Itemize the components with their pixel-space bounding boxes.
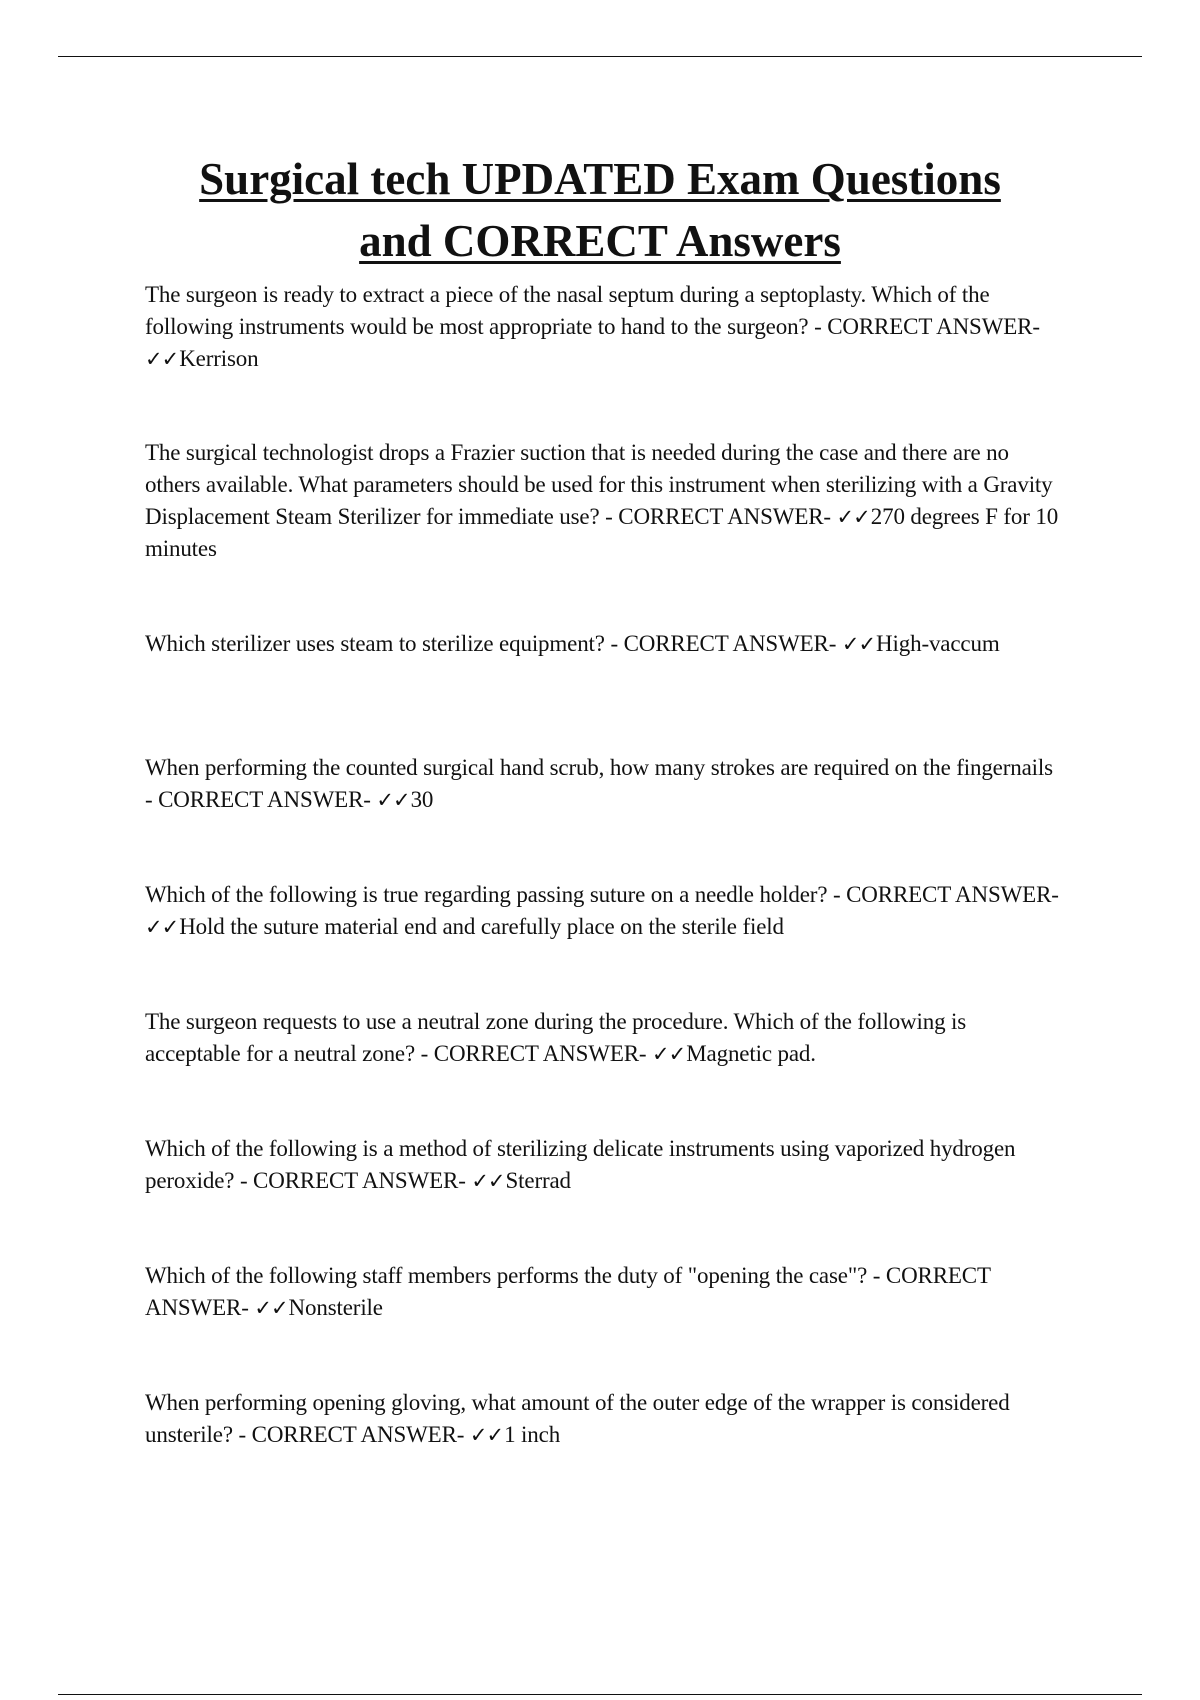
- double-check-icon: ✓✓: [145, 347, 179, 371]
- answer-marker: - CORRECT ANSWER-: [420, 1041, 647, 1066]
- question-text: The surgeon requests to use a neutral zone during the procedure. Which of the following is acceptable for a neutral zone?: [145, 1009, 967, 1066]
- question-text: Which of the following is true regarding passing suture on a needle holder?: [145, 882, 828, 907]
- answer-marker: - CORRECT ANSWER-: [238, 1422, 465, 1447]
- qa-item-2: [145, 437, 1065, 565]
- double-check-icon: ✓✓: [836, 505, 870, 529]
- answer-marker: - CORRECT ANSWER-: [145, 1263, 991, 1320]
- title-line-1: Surgical tech UPDATED Exam Questions: [199, 154, 1001, 204]
- double-check-icon: ✓✓: [652, 1042, 686, 1066]
- double-check-icon: ✓✓: [145, 915, 179, 939]
- answer-marker: - CORRECT ANSWER-: [610, 631, 837, 656]
- question-text: When performing the counted surgical hand scrub, how many strokes are required on the fingernails: [145, 755, 1053, 780]
- question-text: Which sterilizer uses steam to sterilize equipment?: [145, 631, 605, 656]
- qa-item-5: [145, 879, 1065, 943]
- question-text: The surgeon is ready to extract a piece of the nasal septum during a septoplasty. Which of the following instruments would be most appropriate to hand to the surgeon?: [145, 282, 990, 339]
- answer-marker: - CORRECT ANSWER-: [145, 787, 371, 812]
- answer-text: 270 degrees F for 10 minutes: [145, 504, 1059, 561]
- answer-text: 1 inch: [504, 1422, 561, 1447]
- double-check-icon: ✓✓: [471, 1169, 505, 1193]
- answer-text: Kerrison: [179, 346, 259, 371]
- answer-text: High-vaccum: [876, 631, 1000, 656]
- question-text: The surgical technologist drops a Frazier suction that is needed during the case and there are no others available. What parameters should be used for this instrument when sterilizing with a Gravity Displacement Steam Sterilizer for immediate use?: [145, 440, 1053, 529]
- answer-marker: - CORRECT ANSWER-: [814, 314, 1040, 339]
- question-text: Which of the following staff members performs the duty of "opening the case"?: [145, 1263, 868, 1288]
- answer-text: 30: [410, 787, 434, 812]
- top-rule: [58, 56, 1142, 57]
- qa-item-6: [145, 1006, 1065, 1070]
- answer-text: Nonsterile: [288, 1295, 383, 1320]
- qa-item-3: [145, 628, 1065, 660]
- double-check-icon: ✓✓: [469, 1423, 504, 1447]
- qa-item-9: [145, 1387, 1065, 1451]
- double-check-icon: ✓✓: [254, 1296, 288, 1320]
- answer-marker: - CORRECT ANSWER-: [239, 1168, 466, 1193]
- double-check-icon: ✓✓: [841, 632, 876, 656]
- bottom-rule: [58, 1694, 1142, 1695]
- qa-item-4: [145, 752, 1065, 816]
- answer-text: Sterrad: [505, 1168, 571, 1193]
- question-text: Which of the following is a method of sterilizing delicate instruments using vaporized hydrogen peroxide?: [145, 1136, 1016, 1193]
- qa-item-1: [145, 279, 1065, 375]
- answer-text: Magnetic pad.: [686, 1041, 816, 1066]
- answer-text: Hold the suture material end and carefully place on the sterile field: [179, 914, 784, 939]
- qa-item-8: [145, 1260, 1065, 1324]
- answer-marker: - CORRECT ANSWER-: [605, 504, 831, 529]
- title-line-2: and CORRECT Answers: [359, 216, 841, 266]
- answer-marker: - CORRECT ANSWER-: [833, 882, 1059, 907]
- question-text: When performing opening gloving, what amount of the outer edge of the wrapper is considered unsterile?: [145, 1390, 1010, 1447]
- double-check-icon: ✓✓: [376, 788, 410, 812]
- document-title: [100, 148, 1100, 272]
- qa-item-7: [145, 1133, 1065, 1197]
